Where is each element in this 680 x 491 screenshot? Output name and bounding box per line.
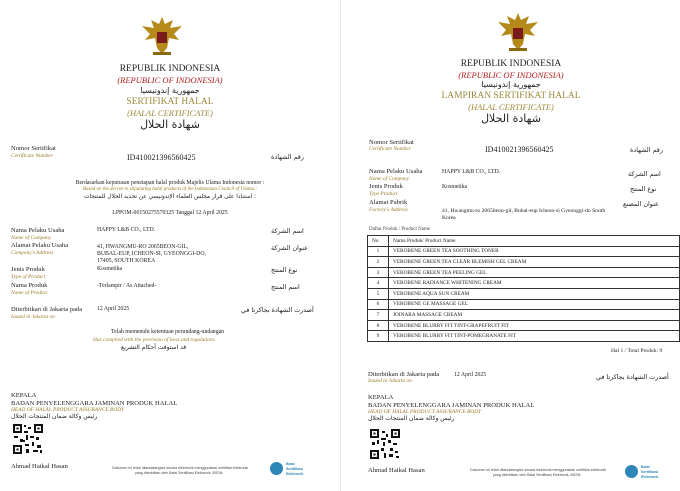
number-label-en: Certificate Number [369, 146, 411, 152]
bsre-text: Sertifikasi [641, 470, 659, 474]
bsre-logo-icon [625, 465, 638, 478]
bsre-text: Balai [641, 465, 650, 469]
product-name-cell: VEROBENE AQUA SUN CREAM [389, 288, 680, 299]
table-header-row [368, 236, 680, 247]
attachment-title-ar: شهادة الحلال [481, 112, 541, 125]
column-header: Nama Produk/ Product Name [389, 236, 680, 247]
basis-text-ar: استنادا على قرار مجلس العلماء الإندونيسي عن تحديد الحلال للمنتجات : [84, 194, 256, 200]
row-number: 3 [368, 267, 389, 278]
type-label-ar: نوع المنتج [630, 185, 657, 193]
product-name-cell: VEROBENE BLURRY FIT TINT-POMEGRANATE FIT [389, 331, 680, 342]
product-label-ar: اسم المنتج [271, 283, 300, 291]
issued-label: Diterbitkan di Jakarta pada [368, 371, 440, 378]
table-row [368, 310, 680, 321]
address-line: BUBAL-EUP, ICHEON-SI, GYEONGGI-DO, [97, 251, 207, 257]
table-row [368, 299, 680, 310]
product-name-cell: VEROBENE BLURRY FIT TINT-GRAPEFRUIT FIT [389, 320, 680, 331]
agency-name-en: HEAD OF HALAL PRODUCT ASSURANCE BODY [11, 407, 125, 413]
agency-name-ar: رئيس وكالة ضمان المنتجات الحلال [368, 415, 455, 422]
company-label-en: Name of Company [369, 176, 410, 182]
footer-note: Dokumen ini telah ditandatangani secara elektronik menggunakan sertifikat elektronik [112, 466, 249, 470]
issued-date: 12 April 2025 [97, 306, 130, 312]
product-name-cell: VEROBENE RADIANCE WHITENING CREAM [389, 278, 680, 289]
attachment-title: LAMPIRAN SERTIFIKAT HALAL [441, 91, 581, 101]
compliance-text-en: Has complied with the provision of laws and regulations [93, 337, 215, 343]
table-row [368, 246, 680, 257]
head-label: KEPALA [368, 394, 394, 401]
issued-label-en: Issued in Jakarta on [11, 314, 55, 320]
bsre-text: Balai [286, 462, 295, 466]
table-row [368, 257, 680, 268]
company-label-en: Name of Company [11, 235, 52, 241]
table-row [368, 278, 680, 289]
number-label-ar: رقم الشهادة [271, 153, 304, 161]
attachment-title-en: (HALAL CERTIFICATE) [468, 102, 554, 112]
table-row [368, 331, 680, 342]
agency-name: BADAN PENYELENGGARA JAMINAN PRODUK HALAL [368, 402, 535, 409]
bsre-text: Elektronik [641, 475, 659, 479]
product-label-en: Name of Product [11, 290, 48, 296]
address-label-ar: عنوان الشركة [271, 244, 308, 252]
footer-note: yang diterbitkan oleh Balai Sertifikasi Elektronik, BSSN. [135, 471, 224, 475]
bsre-logo-icon [270, 462, 283, 475]
factory-label-ar: عنوان المصنع [623, 200, 659, 208]
footer-note: Dokumen ini telah ditandatangani secara elektronik menggunakan sertifikat elektronik [470, 468, 607, 472]
issued-date: 12 April 2025 [454, 372, 487, 378]
row-number: 7 [368, 310, 389, 321]
certificate-title: SERTIFIKAT HALAL [126, 97, 214, 107]
issued-label-ar: أصدرت الشهادة بجاكرتا في [596, 373, 669, 381]
product-type: Kosmetika [97, 266, 123, 272]
product-list-title: Daftar Produk / Product Name [369, 227, 431, 232]
product-name: -Terlampir / As Attached- [97, 283, 157, 289]
agency-name-en: HEAD OF HALAL PRODUCT ASSURANCE BODY [368, 409, 482, 415]
garuda-emblem-icon [495, 10, 541, 54]
address-line: 41, HWANGMU-RO 2065BEON-GIL, [97, 244, 189, 250]
row-number: 2 [368, 257, 389, 268]
table-row [368, 267, 680, 278]
decree-number: LPPOM-00150275570325 Tanggal 12 April 2025 [112, 210, 228, 216]
republic-title-en: (REPUBLIC OF INDONESIA) [458, 70, 564, 80]
product-type: Kosmetika [442, 184, 468, 190]
agency-name-ar: رئيس وكالة ضمان المنتجات الحلال [11, 413, 98, 420]
qr-code-icon [369, 428, 401, 460]
factory-address: Korea [442, 215, 456, 221]
republic-title-en: (REPUBLIC OF INDONESIA) [117, 75, 223, 85]
product-label: Nama Produk [11, 282, 48, 289]
product-name-cell: JOINARA MASSAGE CREAM [389, 310, 680, 321]
factory-address: 41, Hwangmu-ro 2065beon-gil, Bubal-eup Icheon-si Gyeonggi-do South [442, 208, 606, 214]
basis-text-en: Based on the decree to stipulating halal products of the Indonesian Council of Ulama : [82, 187, 258, 192]
agency-name: BADAN PENYELENGGARA JAMINAN PRODUK HALAL [11, 400, 178, 407]
certificate-number: ID410021396560425 [127, 153, 196, 162]
type-label-ar: نوع المنتج [271, 266, 298, 274]
table-row [368, 288, 680, 299]
row-number: 1 [368, 246, 389, 257]
page-info: Hal 1 / Total Produk: 9 [611, 348, 663, 354]
company-label-ar: اسم الشركة [628, 170, 661, 178]
qr-code-icon [12, 423, 44, 455]
signatory-name: Ahmad Haikal Hasan [368, 467, 425, 474]
row-number: 4 [368, 278, 389, 289]
factory-label-en: Factory's Address [369, 207, 408, 213]
type-label-en: Type Product [369, 191, 398, 197]
company-name: HAPPY L&B CO., LTD. [442, 169, 501, 175]
certificate-title-en: (HALAL CERTIFICATE) [127, 108, 213, 118]
product-name-cell: VEROBENE GREEN TEA PEELING GEL [389, 267, 680, 278]
company-label-ar: اسم الشركة [271, 227, 304, 235]
factory-label: Alamat Pabrik [369, 199, 408, 206]
signatory-name: Ahmad Haikal Hasan [11, 463, 68, 470]
republic-title-ar: جمهورية إندونيسيا [481, 80, 541, 89]
bsre-text: Sertifikasi [286, 467, 304, 471]
column-header: No [368, 236, 389, 247]
product-name-cell: VEROBENE GE MASSAGE GEL [389, 299, 680, 310]
number-label: Nomor Sertifikat [11, 145, 56, 152]
footer-note: yang diterbitkan oleh Balai Sertifikasi Elektronik, BSSN. [493, 473, 582, 477]
address-label: Alamat Pelaku Usaha [11, 242, 69, 249]
republic-title: REPUBLIK INDONESIA [119, 64, 221, 74]
row-number: 9 [368, 331, 389, 342]
address-label-en: Company's Address [11, 250, 54, 256]
row-number: 5 [368, 288, 389, 299]
company-label: Nama Pelaku Usaha [11, 227, 65, 234]
row-number: 8 [368, 320, 389, 331]
company-label: Nama Pelaku Usaha [369, 168, 423, 175]
certificate-number: ID410021396560425 [485, 145, 554, 154]
republic-title-ar: جمهورية إندونيسيا [140, 86, 200, 95]
type-label: Jenis Produk [369, 183, 403, 190]
row-number: 6 [368, 299, 389, 310]
type-label-en: Type of Product [11, 274, 46, 280]
bsre-text: Elektronik [286, 472, 304, 476]
republic-title: REPUBLIK INDONESIA [460, 59, 562, 69]
compliance-text-ar: قد استوفت أحكام التشريع [121, 344, 187, 351]
issued-label-en: Issued in Jakarta on [368, 378, 412, 384]
basis-text: Berdasarkan keputusan penetapan halal produk Majelis Ulama Indonesia nomor : [75, 180, 265, 186]
head-label: KEPALA [11, 392, 37, 399]
product-name-cell: VEROBENE GREEN TEA SOOTHING TONER [389, 246, 680, 257]
table-row [368, 320, 680, 331]
issued-label-ar: أصدرت الشهادة بجاكرتا في [241, 306, 314, 314]
certificate-title-ar: شهادة الحلال [140, 118, 200, 131]
number-label: Nomor Sertifikat [369, 139, 414, 146]
number-label-ar: رقم الشهادة [630, 146, 663, 154]
number-label-en: Certificate Number [11, 153, 53, 159]
compliance-text: Telah memenuhi ketentuan perundang-undangan [111, 329, 225, 335]
address-line: 17405, SOUTH KOREA [97, 258, 156, 264]
product-table [367, 235, 680, 342]
issued-label: Diterbitkan di Jakarta pada [11, 306, 83, 313]
company-name: HAPPY L&B CO., LTD. [97, 227, 156, 233]
type-label: Jenis Produk [11, 266, 45, 273]
garuda-emblem-icon [139, 14, 185, 58]
product-name-cell: VEROBENE GREEN TEA CLEAR BLEMISH GEL CREAM [389, 257, 680, 268]
